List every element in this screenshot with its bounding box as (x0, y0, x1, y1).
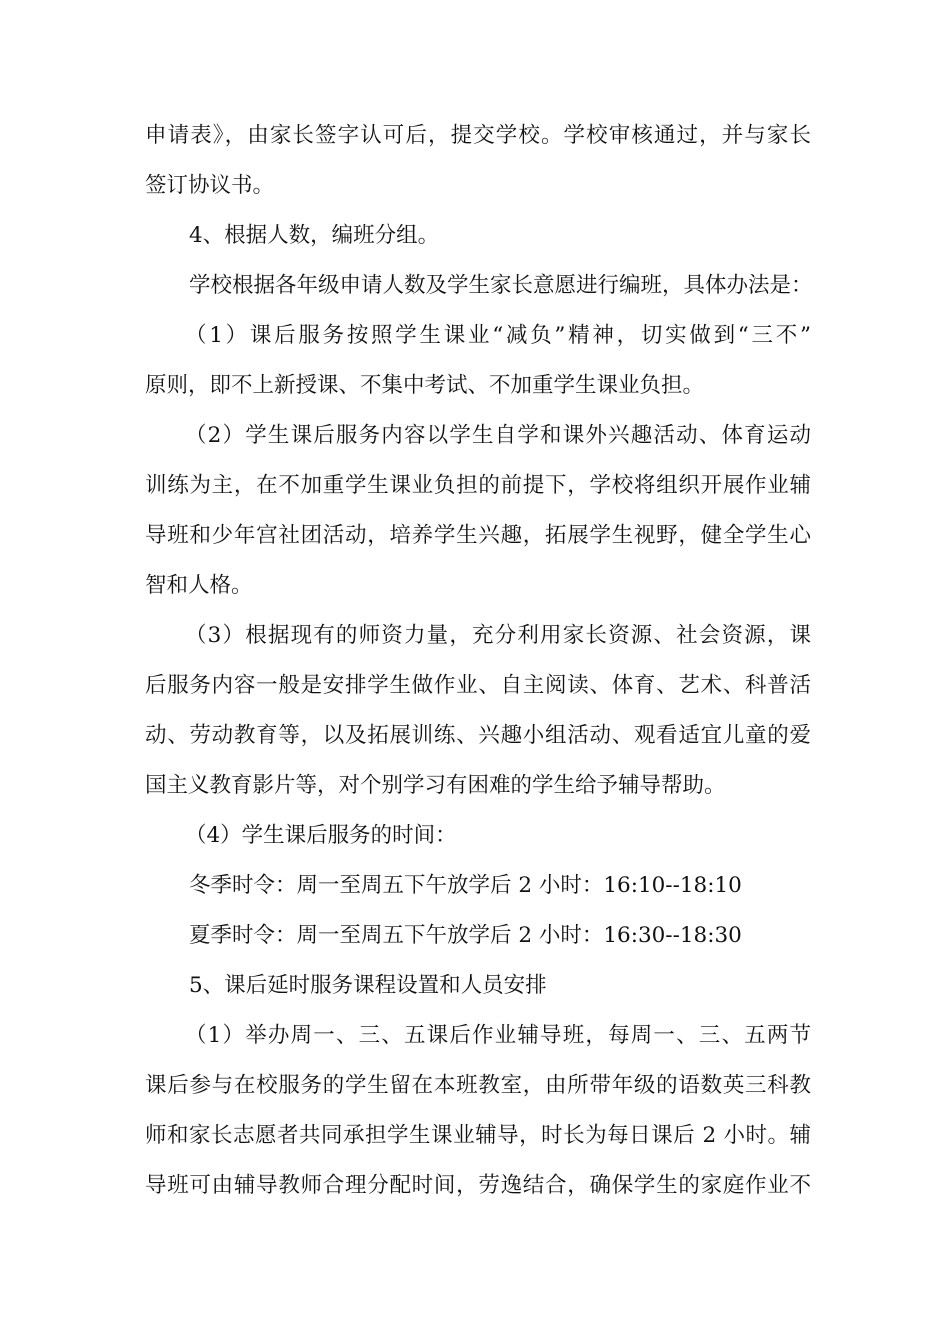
section-5-item-1-line: （1）举办周一、三、五课后作业辅导班，每周一、三、五两节 (185, 1023, 811, 1048)
list-item-3-line: 动、劳动教育等，以及拓展训练、兴趣小组活动、观看适宜儿童的爱 (145, 723, 811, 748)
section-5-item-1-line: 课后参与在校服务的学生留在本班教室，由所带年级的语数英三科教 (145, 1073, 811, 1098)
schedule-summer: 夏季时令：周一至周五下午放学后 2 小时：16:30--18:30 (189, 923, 742, 948)
list-item-4-line: （4）学生课后服务的时间： (185, 823, 457, 848)
list-item-2-line: （2）学生课后服务内容以学生自学和课外兴趣活动、体育运动 (185, 423, 811, 448)
list-item-2-line: 智和人格。 (145, 573, 253, 598)
section-heading-4: 4、根据人数，编班分组。 (189, 223, 440, 248)
list-item-2-line: 导班和少年宫社团活动，培养学生兴趣，拓展学生视野，健全学生心 (145, 523, 811, 548)
section-heading-5: 5、课后延时服务课程设置和人员安排 (189, 973, 547, 998)
list-item-1-line: （1）课后服务按照学生课业“减负”精神，切实做到“三不” (185, 323, 811, 348)
paragraph-line: 签订协议书。 (145, 173, 275, 198)
list-item-3-line: 后服务内容一般是安排学生做作业、自主阅读、体育、艺术、科普活 (145, 673, 811, 698)
section-5-item-1-line: 导班可由辅导教师合理分配时间，劳逸结合，确保学生的家庭作业不 (145, 1173, 811, 1198)
document-body (145, 111, 811, 1211)
paragraph-line: 申请表》，由家长签字认可后，提交学校。学校审核通过，并与家长 (145, 123, 811, 148)
schedule-winter: 冬季时令：周一至周五下午放学后 2 小时：16:10--18:10 (189, 873, 742, 898)
list-item-3-line: （3）根据现有的师资力量，充分利用家长资源、社会资源，课 (185, 623, 811, 648)
section-5-item-1-line: 师和家长志愿者共同承担学生课业辅导，时长为每日课后 2 小时。辅 (145, 1123, 811, 1148)
list-item-2-line: 训练为主，在不加重学生课业负担的前提下，学校将组织开展作业辅 (145, 473, 811, 498)
list-item-3-line: 国主义教育影片等，对个别学习有困难的学生给予辅导帮助。 (145, 773, 726, 798)
list-item-1-line: 原则，即不上新授课、不集中考试、不加重学生课业负担。 (145, 373, 705, 398)
paragraph-line: 学校根据各年级申请人数及学生家长意愿进行编班，具体办法是： (189, 273, 813, 298)
